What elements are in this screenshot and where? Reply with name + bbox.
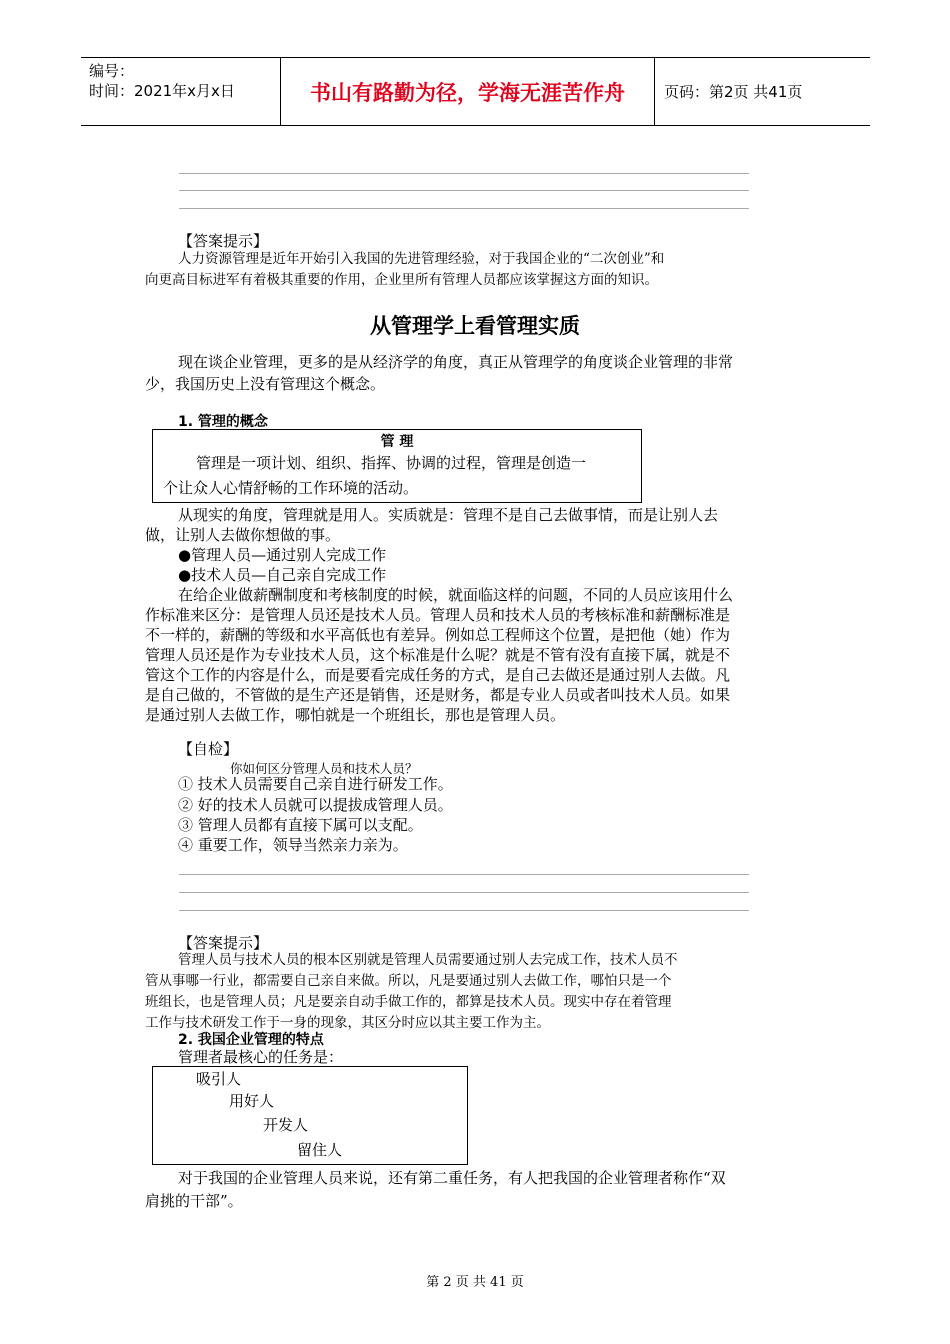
paragraph-line: 不一样的，薪酬的等级和水平高低也有差异。例如总工程师这个位置，是把他（她）作为 [145, 626, 731, 644]
answer-hint-text: 工作与技术研发工作于一身的现象，其区分时应以其主要工作为主。 [145, 1015, 550, 1031]
selfcheck-option: ③ 管理人员都有直接下属可以支配。 [178, 816, 423, 834]
paragraph-line: 从现实的角度，管理就是用人。实质就是：管理不是自己去做事情，而是让别人去 [178, 506, 719, 524]
answer-hint-label: 【答案提示】 [178, 934, 269, 952]
section-title: 从管理学上看管理实质 [370, 314, 580, 338]
paragraph-line: 管这个工作的内容是什么，而是要看完成任务的方式，是自己去做还是通过别人去做。凡 [145, 666, 731, 684]
tasks-box [152, 1066, 468, 1165]
task-item: 开发人 [263, 1116, 309, 1134]
definition-box [152, 429, 642, 503]
selfcheck-option: ② 好的技术人员就可以提拔成管理人员。 [178, 796, 453, 814]
paragraph-line: 作标准来区分：是管理人员还是技术人员。管理人员和技术人员的考核标准和薪酬标准是 [145, 606, 731, 624]
selfcheck-label: 【自检】 [178, 740, 239, 758]
paragraph-line: 是自己做的，不管做的是生产还是销售，还是财务，都是专业人员或者叫技术人员。如果 [145, 686, 731, 704]
paragraph-line: 肩挑的干部”。 [145, 1192, 243, 1210]
paragraph-line: 现在谈企业管理，更多的是从经济学的角度，真正从管理学的角度谈企业管理的非常 [178, 353, 734, 371]
blank-line [179, 190, 749, 191]
definition-title: 管 理 [380, 434, 414, 450]
answer-hint-text: 向更高目标进军有着极其重要的作用，企业里所有管理人员都应该掌握这方面的知识。 [145, 272, 658, 288]
bullet-item: ●管理人员—通过别人完成工作 [178, 546, 387, 564]
task-item: 留住人 [297, 1141, 343, 1159]
header-page-info: 页码：第2页 共41页 [664, 83, 803, 101]
answer-hint-text: 管从事哪一行业，都需要自己亲自来做。所以，凡是要通过别人去做工作，哪怕只是一个 [145, 973, 672, 989]
paragraph-line: 管理者最核心的任务是： [178, 1048, 344, 1066]
page-footer: 第 2 页 共 41 页 [426, 1275, 524, 1290]
paragraph-line: 做，让别人去做你想做的事。 [145, 526, 341, 544]
task-item: 吸引人 [196, 1070, 242, 1088]
answer-hint-text: 人力资源管理是近年开始引入我国的先进管理经验，对于我国企业的“二次创业”和 [178, 251, 665, 267]
blank-line [179, 208, 749, 209]
document-time-label: 时间：2021年x月x日 [89, 82, 235, 100]
document-number-label: 编号： [89, 62, 135, 80]
task-item: 用好人 [229, 1092, 275, 1110]
answer-hint-label: 【答案提示】 [178, 232, 269, 250]
header-motto: 书山有路勤为径，学海无涯苦作舟 [281, 58, 655, 125]
subsection-heading: 2. 我国企业管理的特点 [178, 1032, 324, 1048]
definition-text: 个让众人心情舒畅的工作环境的活动。 [163, 479, 419, 497]
blank-line [179, 910, 749, 911]
page-header [81, 57, 870, 126]
definition-text: 管理是一项计划、组织、指挥、协调的过程，管理是创造一 [196, 454, 587, 472]
paragraph-line: 在给企业做薪酬制度和考核制度的时候，就面临这样的问题，不同的人员应该用什么 [178, 586, 734, 604]
paragraph-line: 少，我国历史上没有管理这个概念。 [145, 375, 386, 393]
paragraph-line: 是通过别人去做工作，哪怕就是一个班组长，那也是管理人员。 [145, 706, 566, 724]
answer-hint-text: 班组长，也是管理人员；凡是要亲自动手做工作的，都算是技术人员。现实中存在着管理 [145, 994, 672, 1010]
selfcheck-option: ① 技术人员需要自己亲自进行研发工作。 [178, 775, 453, 793]
blank-line [179, 892, 749, 893]
selfcheck-question: 你如何区分管理人员和技术人员？ [230, 761, 418, 776]
selfcheck-option: ④ 重要工作，领导当然亲力亲为。 [178, 836, 408, 854]
header-meta [81, 58, 281, 125]
blank-line [179, 173, 749, 174]
paragraph-line: 管理人员还是作为专业技术人员，这个标准是什么呢？就是不管有没有直接下属，就是不 [145, 646, 731, 664]
answer-hint-text: 管理人员与技术人员的根本区别就是管理人员需要通过别人去完成工作，技术人员不 [178, 952, 678, 968]
bullet-item: ●技术人员—自己亲自完成工作 [178, 566, 387, 584]
subsection-heading: 1. 管理的概念 [178, 414, 268, 430]
blank-line [179, 874, 749, 875]
paragraph-line: 对于我国的企业管理人员来说，还有第二重任务，有人把我国的企业管理者称作“双 [178, 1169, 726, 1187]
